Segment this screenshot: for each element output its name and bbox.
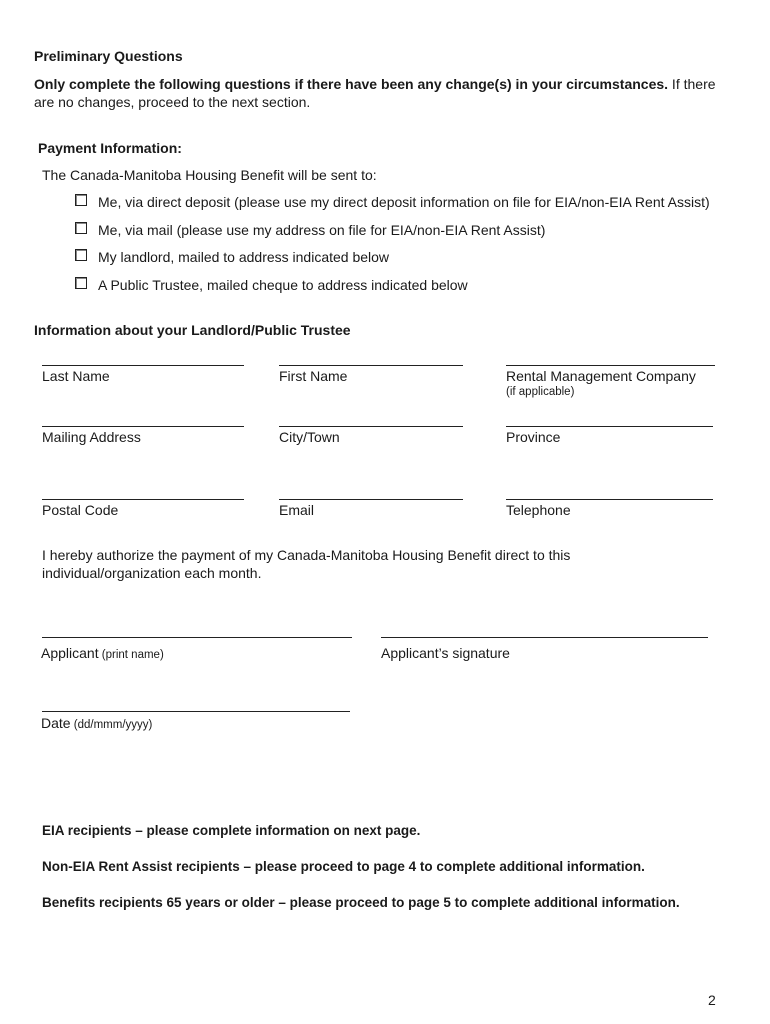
mailing-address-label: Mailing Address xyxy=(42,429,141,445)
date-input[interactable] xyxy=(42,711,350,712)
applicant-label-text: Applicant xyxy=(41,645,99,661)
applicant-label xyxy=(41,645,164,661)
postal-code-label: Postal Code xyxy=(42,502,119,518)
option-landlord-label: My landlord, mailed to address indicated below xyxy=(98,249,390,265)
payment-heading: Payment Information: xyxy=(38,140,182,156)
applicant-signature-input[interactable] xyxy=(381,637,708,638)
section-title: Preliminary Questions xyxy=(34,48,183,64)
email-label: Email xyxy=(279,502,315,518)
option-direct-deposit-label: Me, via direct deposit (please use my direct deposit information on file for EIA/non-EIA Rent Assist) xyxy=(98,194,710,210)
last-name-label: Last Name xyxy=(42,368,110,384)
checkbox-direct-deposit[interactable] xyxy=(75,194,87,206)
last-name-input[interactable] xyxy=(42,365,244,366)
instruction-bold: Only complete the following questions if there have been any change(s) in your circumstances. xyxy=(34,76,669,92)
authorization-line-1: I hereby authorize the payment of my Canada-Manitoba Housing Benefit direct to this xyxy=(42,547,571,563)
date-label xyxy=(41,715,152,731)
rental-company-label: Rental Management Company xyxy=(506,368,696,384)
first-name-input[interactable] xyxy=(279,365,463,366)
instruction-line-2: are no changes, proceed to the next section. xyxy=(34,94,311,110)
rental-company-note: (if applicable) xyxy=(506,386,575,398)
authorization-line-2: individual/organization each month. xyxy=(42,565,262,581)
landlord-heading: Information about your Landlord/Public Trustee xyxy=(34,322,351,338)
page-number: 2 xyxy=(708,992,716,1008)
note-65-plus: Benefits recipients 65 years or older – please proceed to page 5 to complete additional information. xyxy=(42,895,680,910)
email-input[interactable] xyxy=(279,499,463,500)
rental-company-input[interactable] xyxy=(506,365,715,366)
applicant-label-note: (print name) xyxy=(98,649,164,661)
date-label-text: Date xyxy=(41,715,71,731)
payment-intro: The Canada-Manitoba Housing Benefit will be sent to: xyxy=(42,167,377,183)
telephone-label: Telephone xyxy=(506,502,571,518)
note-non-eia: Non-EIA Rent Assist recipients – please proceed to page 4 to complete additional information. xyxy=(42,859,645,874)
note-eia: EIA recipients – please complete information on next page. xyxy=(42,823,421,838)
province-input[interactable] xyxy=(506,426,713,427)
first-name-label: First Name xyxy=(279,368,348,384)
checkbox-public-trustee[interactable] xyxy=(75,277,87,289)
telephone-input[interactable] xyxy=(506,499,713,500)
instruction-line-1 xyxy=(34,76,716,92)
province-label: Province xyxy=(506,429,561,445)
option-mail-label: Me, via mail (please use my address on file for EIA/non-EIA Rent Assist) xyxy=(98,222,546,238)
signature-label: Applicant’s signature xyxy=(381,645,510,661)
instruction-rest: If there xyxy=(668,76,716,92)
date-label-note: (dd/mmm/yyyy) xyxy=(70,719,153,731)
checkbox-mail[interactable] xyxy=(75,222,87,234)
city-input[interactable] xyxy=(279,426,463,427)
mailing-address-input[interactable] xyxy=(42,426,244,427)
city-label: City/Town xyxy=(279,429,340,445)
applicant-name-input[interactable] xyxy=(42,637,352,638)
option-public-trustee-label: A Public Trustee, mailed cheque to address indicated below xyxy=(98,277,468,293)
postal-code-input[interactable] xyxy=(42,499,244,500)
checkbox-landlord[interactable] xyxy=(75,249,87,261)
